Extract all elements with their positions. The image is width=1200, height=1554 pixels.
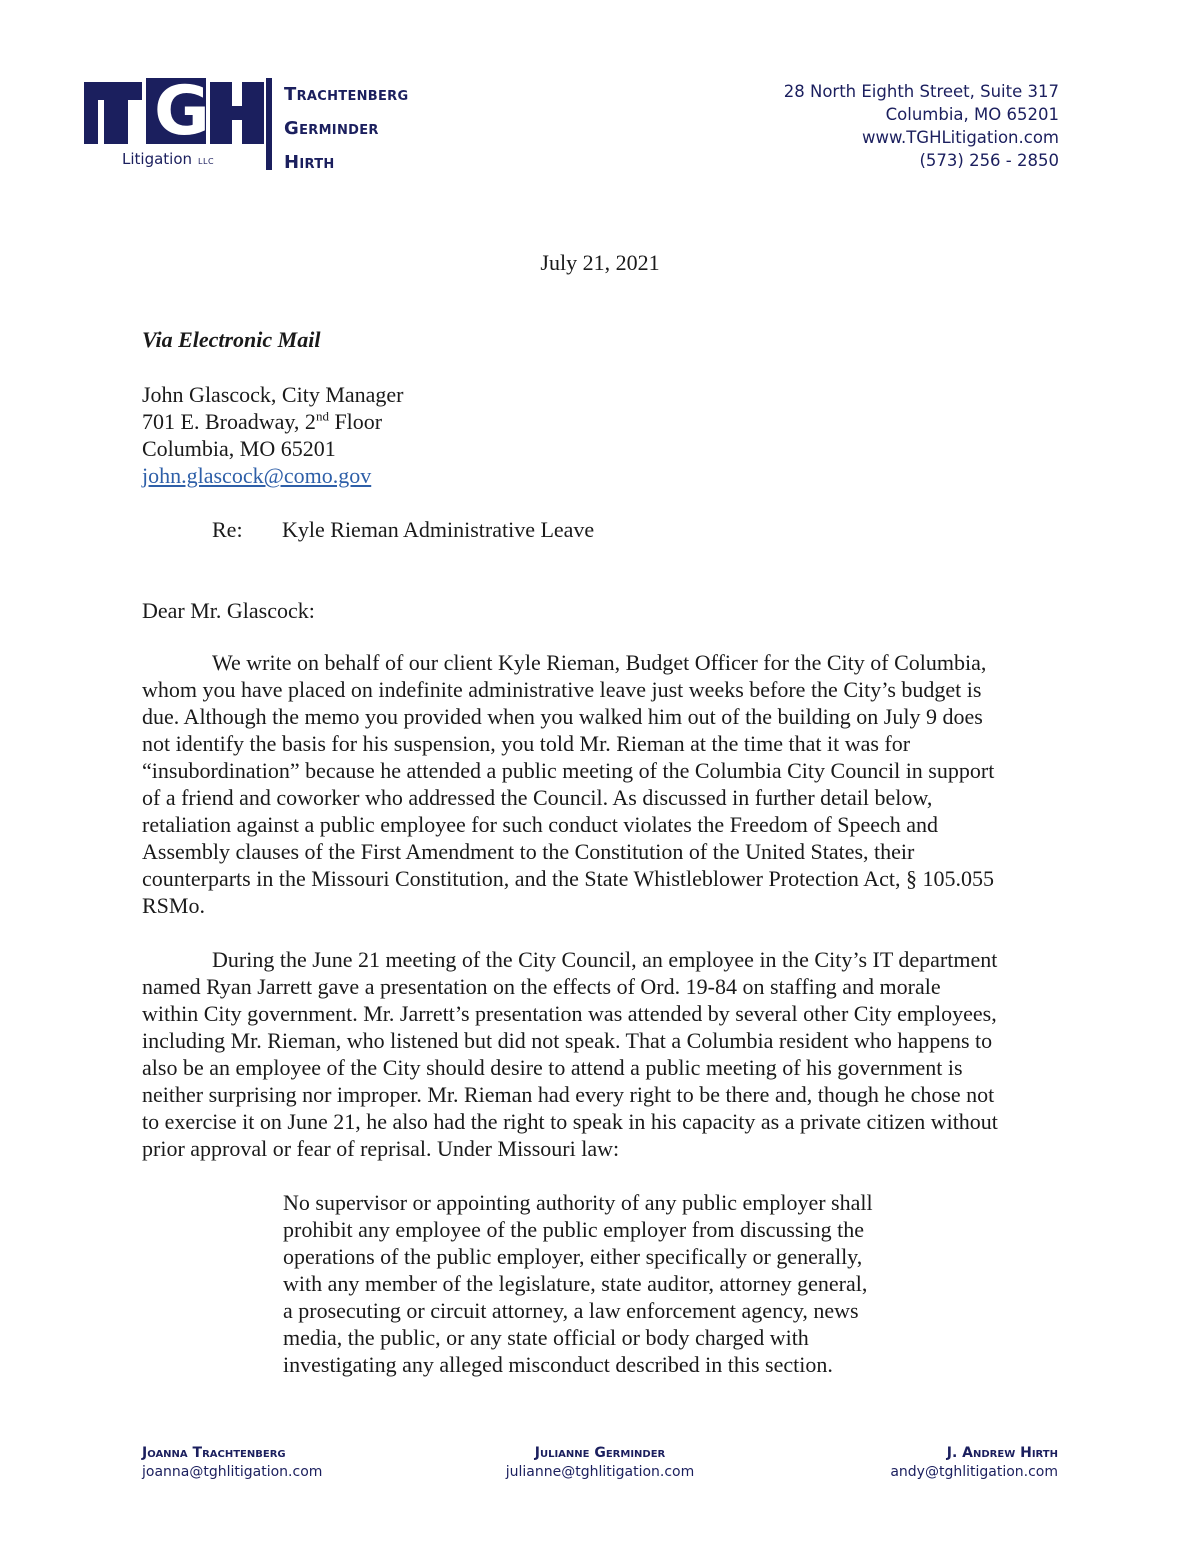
paragraph-line: to exercise it on June 21, he also had the right to speak in his capacity as a private citizen without — [142, 1109, 998, 1134]
paragraph-line: also be an employee of the City should desire to attend a public meeting of his government is — [142, 1055, 963, 1080]
logo-t-left — [84, 82, 98, 144]
paragraph-line: retaliation against a public employee for such conduct violates the Freedom of Speech and — [142, 812, 939, 837]
paragraph-line: named Ryan Jarrett gave a presentation on the effects of Ord. 19-84 on staffing and morale — [142, 974, 941, 999]
salutation: Dear Mr. Glascock: — [142, 598, 315, 623]
paragraph-line: counterparts in the Missouri Constitution, and the State Whistleblower Protection Act, § 105.055 — [142, 866, 994, 891]
quote-line: operations of the public employer, either specifically or generally, — [283, 1244, 863, 1269]
paragraph-line: RSMo. — [142, 893, 205, 918]
paragraph-line: neither surprising nor improper. Mr. Rieman had every right to be there and, though he chose not — [142, 1082, 995, 1107]
attorney-name: Joanna Trachtenberg — [142, 1445, 286, 1461]
body-paragraph-2 — [142, 946, 1056, 1162]
letter-footer — [142, 1444, 1058, 1484]
paragraph-line: within City government. Mr. Jarrett’s presentation was attended by several other City employees, — [142, 1001, 997, 1026]
logo-t-stem — [104, 82, 128, 144]
quote-line: prohibit any employee of the public employer from discussing the — [283, 1217, 865, 1242]
statute-block-quote — [283, 1189, 923, 1378]
firm-name-germinder: Germinder — [284, 118, 379, 139]
firm-name-trachtenberg: Trachtenberg — [284, 84, 409, 105]
address-city: Columbia, MO 65201 — [885, 105, 1059, 124]
paragraph-line: not identify the basis for his suspension, you told Mr. Rieman at the time that it was for — [142, 731, 911, 756]
recipient-email-link[interactable]: john.glascock@como.gov — [142, 463, 372, 488]
recipient-address-line2: Columbia, MO 65201 — [142, 436, 336, 461]
firm-phone: (573) 256 - 2850 — [919, 151, 1059, 170]
attorney-name: Julianne Germinder — [534, 1445, 666, 1461]
logo-divider — [266, 78, 272, 170]
address-street: 28 North Eighth Street, Suite 317 — [783, 82, 1059, 101]
attorney-name: J. Andrew Hirth — [946, 1445, 1058, 1461]
logo-h-right — [242, 82, 264, 144]
firm-logo — [84, 72, 270, 172]
quote-line: with any member of the legislature, state auditor, attorney general, — [283, 1271, 868, 1296]
paragraph-line: “insubordination” because he attended a public meeting of the Columbia City Council in support — [142, 758, 995, 783]
logo-h-left — [210, 82, 232, 144]
re-label: Re: — [212, 517, 243, 542]
recipient-block — [142, 381, 404, 489]
attorney-email-link[interactable]: andy@tghlitigation.com — [890, 1464, 1058, 1480]
paragraph-line: During the June 21 meeting of the City Council, an employee in the City’s IT department — [212, 947, 998, 972]
footer-attorney-hirth — [890, 1444, 1058, 1482]
attorney-email-link[interactable]: julianne@tghlitigation.com — [505, 1464, 695, 1480]
attorney-email-link[interactable]: joanna@tghlitigation.com — [142, 1464, 323, 1480]
logo-g-letter: G — [154, 72, 210, 151]
firm-name-hirth: Hirth — [284, 152, 335, 173]
firm-address — [784, 80, 1059, 172]
paragraph-line: of a friend and coworker who addressed the Council. As discussed in further detail below, — [142, 785, 933, 810]
paragraph-line: whom you have placed on indefinite administrative leave just weeks before the City’s budget is — [142, 677, 982, 702]
quote-line: investigating any alleged misconduct described in this section. — [283, 1352, 833, 1377]
re-subject: Kyle Rieman Administrative Leave — [282, 517, 595, 542]
quote-line: No supervisor or appointing authority of any public employer shall — [283, 1190, 873, 1215]
logo-subtitle: Litigation LLC — [122, 150, 215, 168]
firm-website-link[interactable]: www.TGHLitigation.com — [862, 128, 1059, 147]
paragraph-line: due. Although the memo you provided when you walked him out of the building on July 9 does — [142, 704, 983, 729]
quote-line: a prosecuting or circuit attorney, a law enforcement agency, news — [283, 1298, 859, 1323]
paragraph-line: Assembly clauses of the First Amendment to the Constitution of the United States, their — [142, 839, 915, 864]
delivery-method: Via Electronic Mail — [142, 327, 321, 352]
logo-h-bar — [232, 106, 242, 120]
quote-line: media, the public, or any state official or body charged with — [283, 1325, 809, 1350]
re-line — [212, 517, 594, 543]
paragraph-line: including Mr. Rieman, who listened but did not speak. That a Columbia resident who happens to — [142, 1028, 993, 1053]
letter-date: July 21, 2021 — [540, 250, 660, 275]
paragraph-line: prior approval or fear of reprisal. Under Missouri law: — [142, 1136, 620, 1161]
body-paragraph-1 — [142, 649, 1056, 919]
recipient-name-title: John Glascock, City Manager — [142, 382, 404, 407]
firm-names — [284, 78, 408, 180]
recipient-address-line1: 701 E. Broadway, 2nd Floor — [142, 408, 383, 434]
paragraph-line: We write on behalf of our client Kyle Rieman, Budget Officer for the City of Columbia, — [212, 650, 987, 675]
